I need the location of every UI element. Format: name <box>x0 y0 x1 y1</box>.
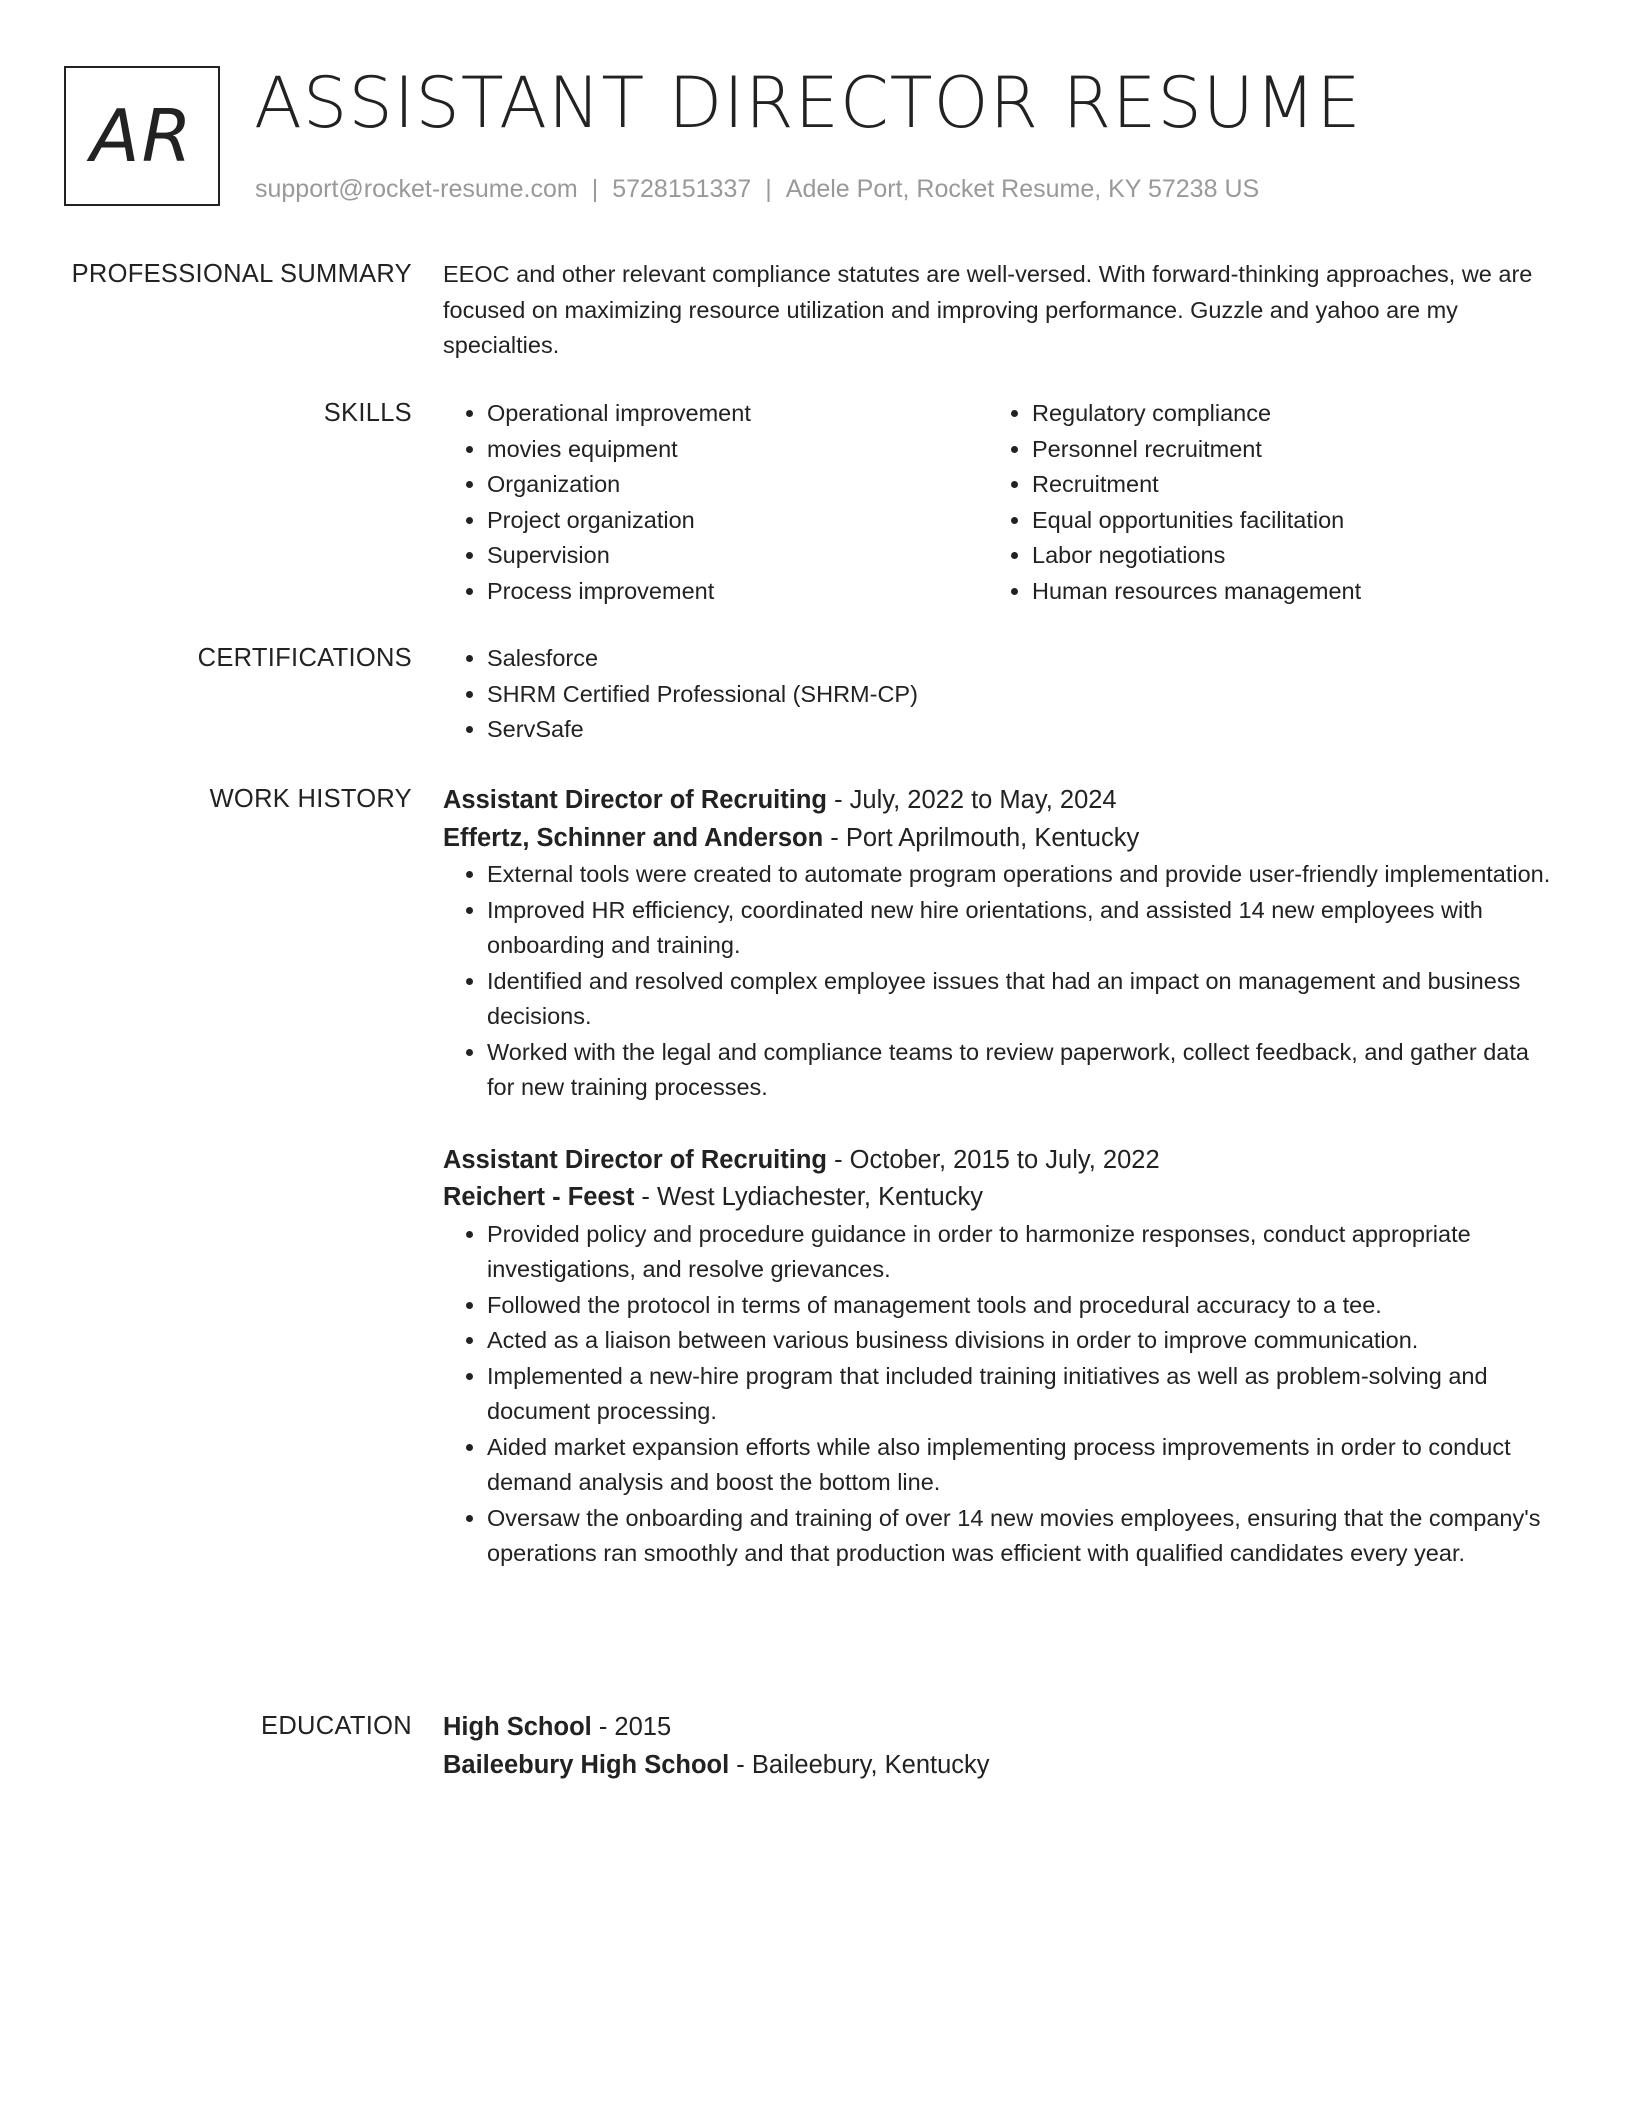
education-year: - 2015 <box>591 1713 672 1741</box>
job-bullet: • Identified and resolved complex employee issues that had an impact on management and business decisions. <box>487 964 1553 1035</box>
certification-item: • Salesforce <box>487 641 1553 677</box>
job-location: - West Lydiachester, Kentucky <box>634 1183 983 1211</box>
education-location: - Baileebury, Kentucky <box>729 1750 990 1779</box>
job-title-line <box>443 782 1553 820</box>
certification-item: • SHRM Certified Professional (SHRM-CP) <box>487 677 1553 713</box>
skill-item: • Labor negotiations <box>1032 538 1533 574</box>
skill-item: • Process improvement <box>487 574 988 610</box>
contact-email: support@rocket-resume.com <box>255 175 578 203</box>
job-company: Effertz, Schinner and Anderson <box>443 823 824 852</box>
job-bullet: • External tools were created to automate program operations and provide user-friendly implementation. <box>487 857 1553 893</box>
skill-item: • movies equipment <box>487 432 988 468</box>
contact-phone: 5728151337 <box>612 175 752 203</box>
skills-list-right <box>988 396 1533 609</box>
job-bullet: • Worked with the legal and compliance teams to review paperwork, collect feedback, and gather data for new training processes. <box>487 1035 1553 1106</box>
education-school: Baileebury High School <box>443 1750 730 1779</box>
job-title: Assistant Director of Recruiting <box>443 1145 827 1174</box>
job-title: Assistant Director of Recruiting <box>443 786 827 814</box>
skill-item: • Operational improvement <box>487 396 988 432</box>
job-bullet: • Acted as a liaison between various business divisions in order to improve communication. <box>487 1323 1553 1359</box>
education-degree-line <box>443 1709 1553 1747</box>
skill-item: • Recruitment <box>1032 467 1533 503</box>
education-school-line <box>443 1747 1553 1785</box>
job-company: Reichert - Feest <box>443 1183 635 1211</box>
skills-list-left <box>443 396 988 609</box>
skills-column-right <box>988 396 1533 609</box>
skill-item: • Organization <box>487 467 988 503</box>
summary-text: EEOC and other relevant compliance statutes are well-versed. With forward-thinking approaches, we are focused on maximizing resource utilization and improving performance. Guzzle and yahoo are my specialties. <box>443 261 1533 358</box>
section-label-certifications: CERTIFICATIONS <box>197 644 412 672</box>
job-entry <box>443 782 1553 1106</box>
resume-title: ASSISTANT DIRECTOR RESUME <box>254 62 1362 144</box>
certification-item: • ServSafe <box>487 712 1553 748</box>
skill-item: • Human resources management <box>1032 574 1533 610</box>
section-label-work-history: WORK HISTORY <box>209 785 412 813</box>
education-degree: High School <box>443 1713 592 1741</box>
skill-item: • Regulatory compliance <box>1032 396 1533 432</box>
skill-item: • Equal opportunities facilitation <box>1032 503 1533 539</box>
certifications-body <box>443 641 1553 748</box>
skills-column-left <box>443 396 988 609</box>
job-bullet-list <box>443 857 1553 1106</box>
job-location: - Port Aprilmouth, Kentucky <box>823 823 1140 852</box>
job-bullet: • Improved HR efficiency, coordinated new hire orientations, and assisted 14 new employees with onboarding and training. <box>487 893 1553 964</box>
skill-item: • Personnel recruitment <box>1032 432 1533 468</box>
job-bullet: • Oversaw the onboarding and training of over 14 new movies employees, ensuring that the company's operations ran smoothly and that production was efficient with qualified candidates every year. <box>487 1501 1553 1572</box>
certifications-list <box>443 641 1553 748</box>
section-label-education: EDUCATION <box>261 1712 412 1740</box>
monogram-initials: AR <box>90 94 194 178</box>
skills-body <box>443 396 1553 609</box>
contact-separator: | <box>591 175 599 203</box>
education-body <box>443 1709 1553 1784</box>
summary-body <box>443 257 1553 364</box>
monogram-box <box>64 66 220 206</box>
contact-line <box>255 172 1259 206</box>
job-spacer <box>443 1106 1553 1142</box>
job-title-line <box>443 1142 1553 1180</box>
job-bullet: • Followed the protocol in terms of management tools and procedural accuracy to a tee. <box>487 1288 1553 1324</box>
job-bullet: • Aided market expansion efforts while also implementing process improvements in order to conduct demand analysis and boost the bottom line. <box>487 1430 1553 1501</box>
job-company-line <box>443 1179 1553 1217</box>
job-dates: - July, 2022 to May, 2024 <box>826 786 1117 814</box>
job-dates: - October, 2015 to July, 2022 <box>826 1145 1160 1174</box>
contact-separator: | <box>765 175 772 203</box>
job-bullet-list <box>443 1217 1553 1572</box>
job-entry <box>443 1142 1553 1572</box>
section-label-summary: PROFESSIONAL SUMMARY <box>71 260 412 288</box>
skill-item: • Supervision <box>487 538 988 574</box>
work-history-body <box>443 782 1553 1572</box>
job-company-line <box>443 820 1553 858</box>
job-bullet: • Implemented a new-hire program that included training initiatives as well as problem-solving and document processing. <box>487 1359 1553 1430</box>
skill-item: • Project organization <box>487 503 988 539</box>
job-bullet: • Provided policy and procedure guidance in order to harmonize responses, conduct appropriate investigations, and resolve grievances. <box>487 1217 1553 1288</box>
contact-address: Adele Port, Rocket Resume, KY 57238 US <box>785 175 1260 203</box>
section-label-skills: SKILLS <box>323 399 412 427</box>
